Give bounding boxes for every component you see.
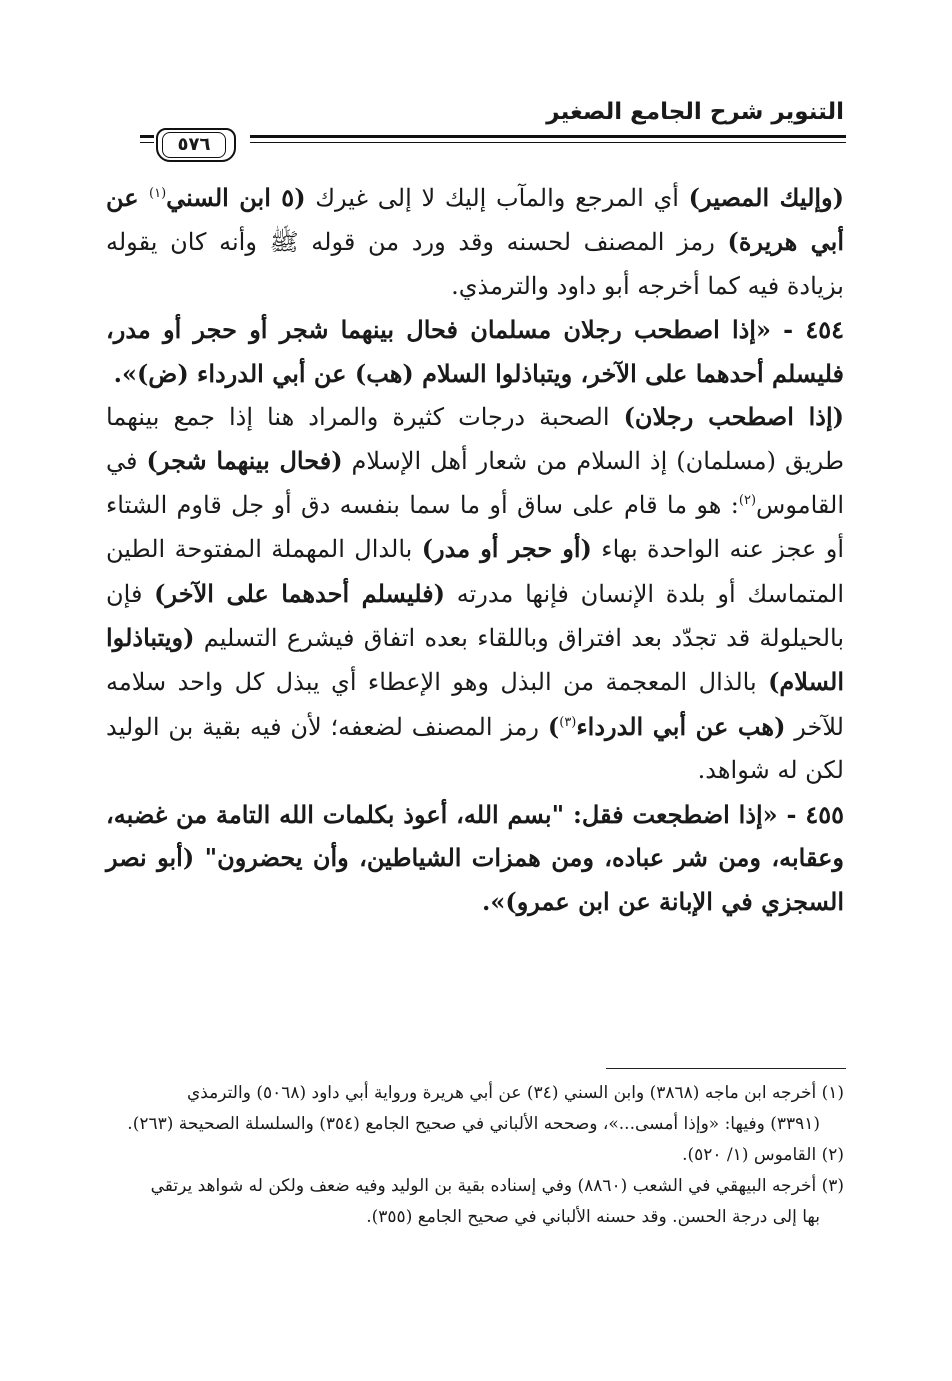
quoted-phrase: (ويتباذلوا السلام) — [106, 623, 844, 697]
quoted-phrase: (أو حجر أو مدر) — [421, 534, 592, 564]
commentary: أي المرجع والمآب إليك لا إلى غيرك — [305, 184, 689, 212]
quoted-phrase: (فحال بينهما شجر) — [146, 446, 343, 476]
footnote-3-line-1: (٣) أخرجه البيهقي في الشعب (٨٨٦٠) وفي إسناده بقية بن الوليد وفيه ضعف ولكن له شواهد يرتقي — [150, 1176, 844, 1196]
commentary: في القاموس — [106, 447, 844, 519]
commentary: بالذال المعجمة من البذل وهو الإعطاء أي يبذل كل واحد سلامه للآخر — [106, 668, 844, 741]
quoted-phrase: (إذا اصطحب رجلان) — [623, 402, 844, 432]
footnote-1-line-2: (٣٣٩١) وفيها: «وإذا أمسى...»، وصححه الألباني في صحيح الجامع (٣٥٤) والسلسلة الصحيحة (٢٦٣). — [127, 1114, 820, 1134]
hadith-455: ٤٥٥ - «إذا اضطجعت فقل: "بسم الله، أعوذ بكلمات الله التامة من غضبه، وعقابه، ومن شر عباده، ومن همزات الشياطين، وأن يحضرون" (أبو نصر السجزي في الإبانة عن ابن عمرو)». — [106, 799, 844, 916]
footnote-separator — [606, 1068, 846, 1069]
paragraph-1 — [106, 176, 844, 308]
running-title: التنوير شرح الجامع الصغير — [546, 99, 844, 125]
footnote-1-line-1: (١) أخرجه ابن ماجه (٣٨٦٨) وابن السني (٣٤) عن أبي هريرة ورواية أبي داود (٥٠٦٨) والترمذي — [186, 1083, 844, 1103]
source-code: (هب عن أبي الدرداء — [576, 711, 786, 741]
commentary: رمز المصنف لحسنه وقد ورد من قوله ﷺ وأنه كان يقوله بزيادة فيه كما أخرجه أبو داود والترمذي. — [106, 228, 844, 300]
page-number-frame — [140, 128, 250, 168]
commentary: بالدال المهملة المفتوحة الطين المتماسك أو بلدة الإنسان فإنها مدرته — [106, 535, 844, 608]
source-narrator: عن أبي هريرة) — [106, 183, 844, 257]
footnote-3 — [106, 1171, 844, 1233]
footnote-2: (٢) القاموس (١/ ٥٢٠). — [682, 1145, 844, 1165]
page-number: ٥٧٦ — [177, 134, 211, 155]
frame-line — [140, 135, 154, 138]
quoted-phrase: (وإليك المصير) — [688, 183, 844, 212]
header-rule-thick — [250, 135, 846, 138]
header-rule-thin — [250, 142, 846, 143]
commentary: الصحبة درجات كثيرة والمراد هنا إذا جمع بينهما طريق (مسلمان) إذ السلام من شعار أهل الإسلام — [106, 403, 845, 476]
paragraph-3 — [106, 395, 844, 793]
frame-line — [140, 142, 154, 143]
footnote-ref-1[interactable]: (١) — [149, 186, 167, 201]
source-close: ) — [547, 711, 560, 741]
hadith-454: ٤٥٤ - «إذا اصطحب رجلان مسلمان فحال بينهما شجر أو حجر أو مدر، فليسلم أحدهما على الآخر، ويتباذلوا السلام (هب) عن أبي الدرداء (ض)». — [106, 315, 844, 388]
commentary: رمز المصنف لضعفه؛ لأن فيه بقية بن الوليد لكن له شواهد. — [106, 712, 844, 785]
quoted-phrase: (فليسلم أحدهما على الآخر) — [154, 578, 445, 608]
footnote-ref-2[interactable]: (٢) — [738, 492, 757, 508]
footnote-3-line-2: بها إلى درجة الحسن. وقد حسنه الألباني في صحيح الجامع (٣٥٥). — [366, 1207, 820, 1227]
commentary: : هو ما قام على ساق أو ما سما بنفسه دق أو جل قاوم الشتاء أو عجز عنه الواحدة بهاء — [106, 490, 845, 564]
footnotes — [106, 1078, 844, 1233]
body-text — [106, 176, 844, 923]
footnote-1 — [106, 1078, 844, 1140]
footnote-ref-3[interactable]: (٣) — [559, 714, 577, 730]
commentary: فإن بالحيلولة قد تجدّد بعد افتراق وباللقاء بعده اتفاق فيشرع التسليم — [106, 579, 844, 653]
source-code: (٥ ابن السني — [166, 183, 306, 212]
